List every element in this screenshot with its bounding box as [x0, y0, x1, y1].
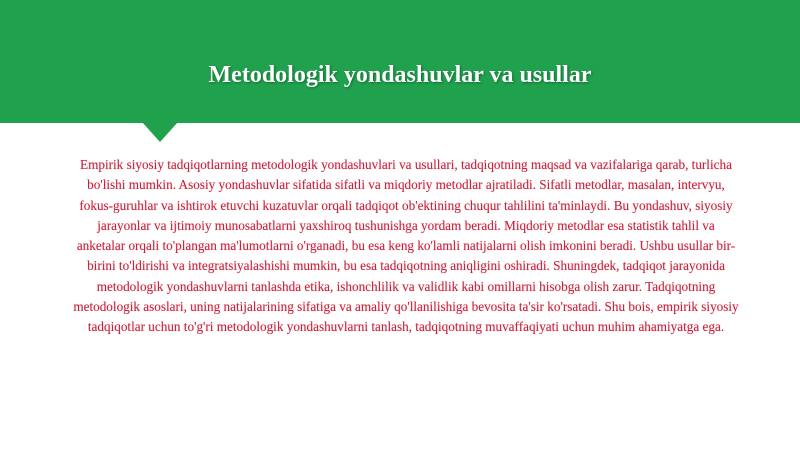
- header-pointer: [142, 122, 178, 142]
- slide-title: Metodologik yondashuvlar va usullar: [208, 62, 592, 88]
- slide-body-text: Empirik siyosiy tadqiqotlarning metodologik yondashuvlari va usullari, tadqiqotning maqsad va vazifalariga qarab, turlicha bo'lishi mumkin. Asosiy yondashuvlar sifatida sifatli va miqdoriy metodlar ajratiladi. Sifatli metodlar, masalan, intervyu, fokus-guruhlar va ishtirok etuvchi kuzatuvlar orqali tadqiqot ob'ektining chuqur tahlilini ta'minlaydi. Bu yondashuv, siyosiy jarayonlar va ijtimoiy munosabatlarni yaxshiroq tushunishga yordam beradi. Miqdoriy metodlar esa statistik tahlil va anketalar orqali to'plangan ma'lumotlarni o'rganadi, bu esa keng ko'lamli natijalarni olish imkonini beradi. Ushbu usullar bir-birini to'ldirishi va integratsiyalashishi mumkin, bu esa tadqiqotning aniqligini oshiradi. Shuningdek, tadqiqot jarayonida metodologik yondashuvlarni tanlashda etika, ishonchlilik va validlik kabi omillarni hisobga olish zarur. Tadqiqotning metodologik asoslari, uning natijalarining sifatiga va amaliy qo'llanilishiga bevosita ta'sir ko'rsatadi. Shu bois, empirik siyosiy tadqiqotlar uchun to'g'ri metodologik yondashuvlarni tanlash, tadqiqotning muvaffaqiyati uchun muhim ahamiyatga ega.: [73, 157, 739, 335]
